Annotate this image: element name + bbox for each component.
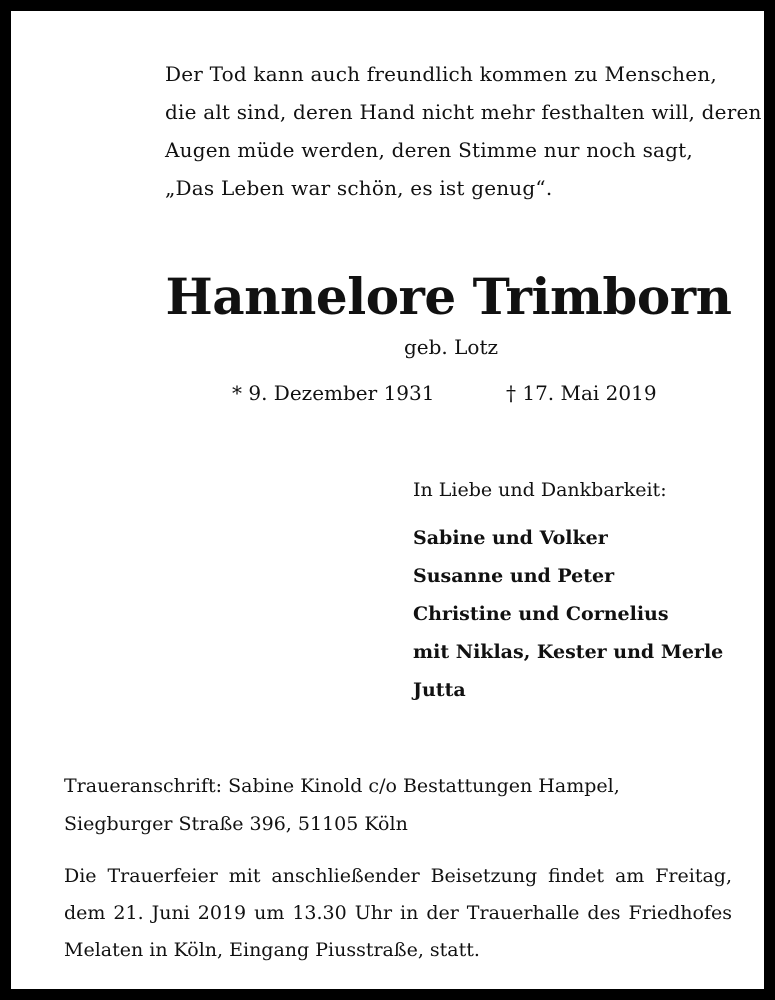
maiden-name: geb. Lotz — [403, 335, 499, 359]
address-line: Traueranschrift: Sabine Kinold c/o Bestattungen Hampel, — [64, 775, 620, 797]
poem-line: die alt sind, deren Hand nicht mehr festhalten will, deren — [165, 100, 762, 124]
mourner-name: mit Niklas, Kester und Merle — [413, 641, 724, 663]
ceremony-line: Die Trauerfeier mit anschließender Beisetzung findet am Freitag, — [64, 865, 732, 887]
birth-date: * 9. Dezember 1931 — [232, 381, 435, 405]
mourner-name: Jutta — [413, 679, 466, 701]
ceremony-line: dem 21. Juni 2019 um 13.30 Uhr in der Trauerhalle des Friedhofes — [64, 902, 732, 924]
ceremony-notice — [64, 858, 732, 969]
poem-line: „Das Leben war schön, es ist genug“. — [165, 176, 553, 200]
mourner-name: Christine und Cornelius — [413, 603, 669, 625]
mourners-intro: In Liebe und Dankbarkeit: — [413, 479, 667, 501]
poem-line: Der Tod kann auch freundlich kommen zu Menschen, — [165, 62, 717, 86]
mourning-address — [64, 767, 620, 843]
address-line: Siegburger Straße 396, 51105 Köln — [64, 813, 408, 835]
poem-line: Augen müde werden, deren Stimme nur noch sagt, — [165, 138, 693, 162]
deceased-name: Hannelore Trimborn — [165, 267, 732, 326]
mourner-name: Susanne und Peter — [413, 565, 615, 587]
mourner-name: Sabine und Volker — [413, 527, 608, 549]
mourners-list — [413, 519, 723, 709]
poem — [165, 55, 765, 207]
death-date: † 17. Mai 2019 — [506, 381, 657, 405]
ceremony-line: Melaten in Köln, Eingang Piusstraße, statt. — [64, 939, 480, 961]
